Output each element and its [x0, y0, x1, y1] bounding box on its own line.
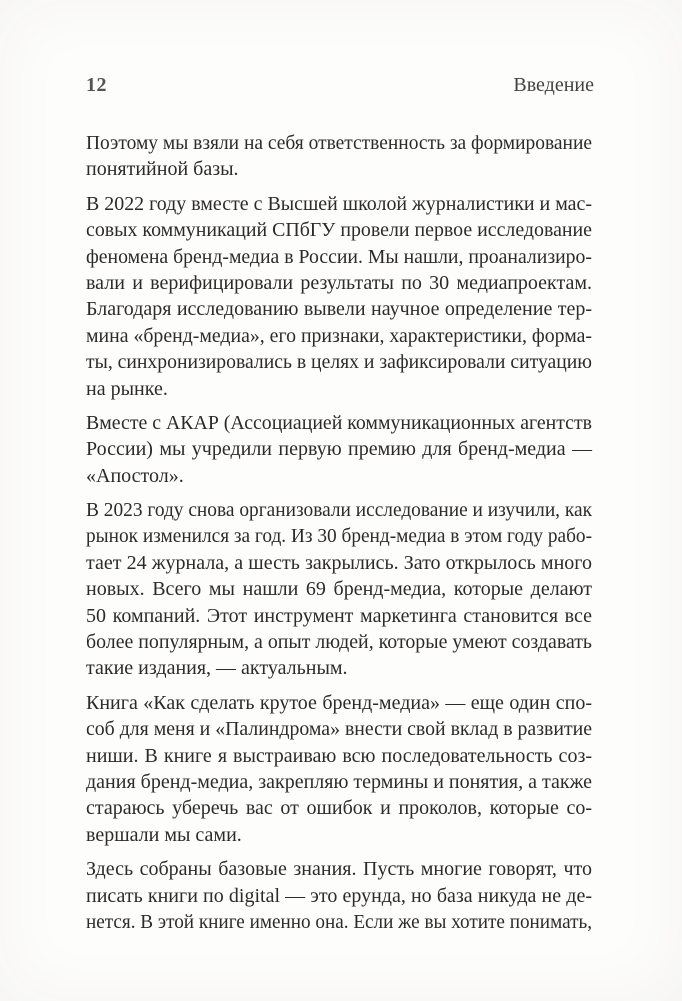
- text-line: дания бренд-медиа, закрепляю термины и понятия, а также: [86, 770, 592, 793]
- text-line: феномена бренд-медиа в России. Мы нашли, проанализиро-: [86, 245, 592, 268]
- text-line: ниши. В книге я выстраиваю всю последовательность соз-: [86, 744, 592, 767]
- text-line: 50 компаний. Этот инструмент маркетинга становится все: [86, 604, 592, 627]
- running-title: Введение: [513, 74, 594, 96]
- text-line: соб для меня и «Палиндрома» внести свой вклад в развитие: [86, 718, 592, 741]
- paragraph: [86, 410, 592, 489]
- text-line: новых. Всего мы нашли 69 бренд-медиа, которые делают: [86, 578, 592, 601]
- paragraph: [86, 856, 592, 935]
- text-line: тает 24 журнала, а шесть закрылись. Зато открылось много: [86, 551, 592, 574]
- running-header: [86, 74, 594, 97]
- text-line: вершали мы сами.: [86, 823, 242, 846]
- page-number: 12: [86, 74, 107, 96]
- text-line: совых коммуникаций СПбГУ провели первое исследование: [86, 219, 592, 242]
- body-text: [86, 130, 592, 943]
- text-line: Книга «Как сделать крутое бренд-медиа» — еще один спо-: [86, 691, 592, 714]
- text-line: нется. В этой книге именно она. Если же вы хотите понимать,: [86, 910, 592, 933]
- text-line: «Апостол».: [86, 464, 184, 487]
- paragraph: [86, 690, 592, 848]
- text-line: Вместе с АКАР (Ассоциацией коммуникационных агентств: [86, 411, 592, 434]
- paragraph: [86, 191, 592, 402]
- paragraph: [86, 130, 592, 183]
- text-line: мина «бренд-медиа», его признаки, характеристики, форма-: [86, 324, 592, 347]
- text-line: писать книги по digital — это ерунда, но база никуда не де-: [86, 884, 592, 907]
- text-line: Поэтому мы взяли на себя ответственность за формирование: [86, 132, 592, 154]
- text-line: В 2023 году снова организовали исследование и изучили, как: [86, 499, 592, 522]
- text-line: Благодаря исследованию вывели научное определение тер-: [86, 298, 592, 321]
- text-line: вали и верифицировали результаты по 30 медиапроектам.: [86, 271, 592, 294]
- paragraph: [86, 497, 592, 682]
- text-line: стараюсь уберечь вас от ошибок и проколов, которые со-: [86, 797, 592, 820]
- text-line: на рынке.: [86, 377, 168, 400]
- text-line: В 2022 году вместе с Высшей школой журналистики и мас-: [86, 192, 592, 215]
- text-line: Здесь собраны базовые знания. Пусть многие говорят, что: [86, 858, 592, 881]
- text-line: ты, синхронизировались в целях и зафиксировали ситуацию: [86, 351, 592, 374]
- text-line: более популярным, а опыт людей, которые умеют создавать: [86, 631, 592, 654]
- text-line: рынок изменился за год. Из 30 бренд-медиа в этом году рабо-: [86, 525, 592, 548]
- text-line: России) мы учредили первую премию для бренд-медиа —: [86, 438, 592, 461]
- text-line: понятийной базы.: [86, 158, 239, 181]
- text-line: такие издания, — актуальным.: [86, 657, 348, 680]
